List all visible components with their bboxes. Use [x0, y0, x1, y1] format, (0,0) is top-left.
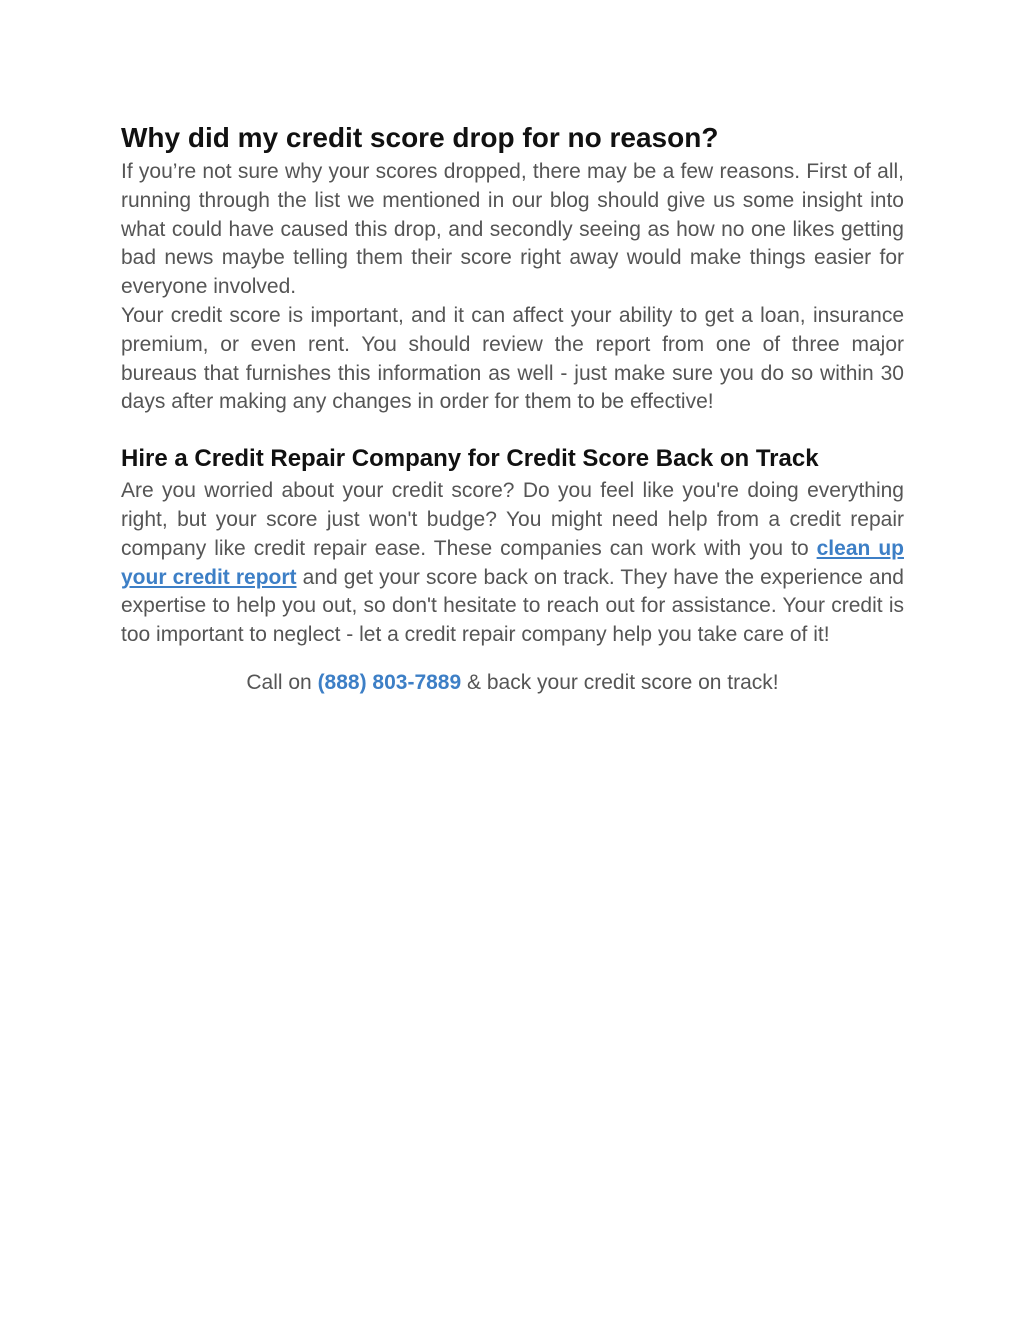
cta-prefix: Call on [246, 670, 318, 694]
section-heading-credit-score-drop: Why did my credit score drop for no reason? [121, 122, 719, 153]
paragraph-reasons: If you’re not sure why your scores dropped, there may be a few reasons. First of all, running through the list we mentioned in our blog should give us some insight into what could have caused this drop, and secondly seeing as how no one likes getting bad news maybe telling them their score right away would make things easier for everyone involved. [121, 160, 904, 299]
cta-suffix: & back your credit score on track! [461, 670, 779, 694]
call-to-action [121, 669, 904, 698]
clean-up-credit-report-link[interactable]: clean up your credit report [121, 536, 904, 589]
section-heading-wrapper [121, 441, 904, 477]
paragraph-text-after-link: and get your score back on track. They have the experience and expertise to help you out, so don't hesitate to reach out for assistance. Your credit is too important to neglect - let a credit repair company help you take care of it! [121, 565, 904, 647]
section-heading-hire-company: Hire a Credit Repair Company for Credit Score Back on Track [121, 445, 819, 473]
phone-number-link[interactable]: (888) 803-7889 [317, 670, 462, 694]
document-page [121, 118, 904, 698]
paragraph-importance: Your credit score is important, and it can affect your ability to get a loan, insurance premium, or even rent. You should review the report from one of three major bureaus that furnishes this information as well - just make sure you do so within 30 days after making any changes in order for them to be effective! [121, 303, 904, 414]
paragraph-hire-company [121, 477, 904, 650]
paragraph-text-before-link: Are you worried about your credit score? Do you feel like you're doing everything right, but your score just won't budge? You might need help from a credit repair company like credit repair ease. These companies can work with you to [121, 479, 904, 560]
